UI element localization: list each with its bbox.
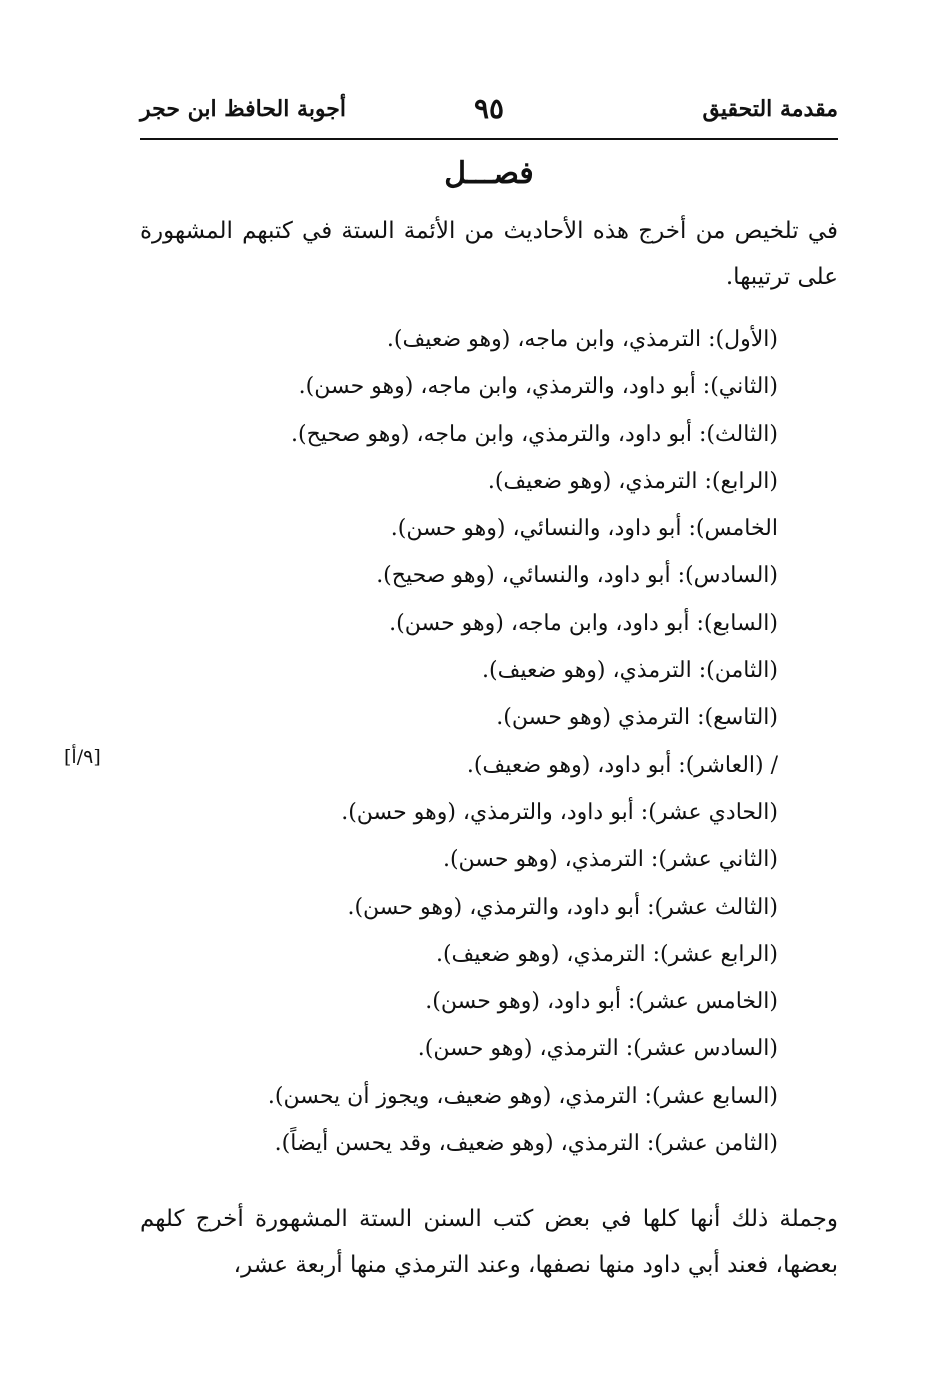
section-title: فصـــل	[444, 156, 534, 191]
list-item: الخامس): أبو داود، والنسائي، (وهو حسن).	[390, 516, 778, 542]
list-item: (الثالث عشر): أبو داود، والترمذي، (وهو حسن).	[347, 894, 778, 920]
page-number: ٩٥	[473, 92, 505, 125]
list-item: (الثامن عشر): الترمذي، (وهو ضعيف، وقد يحسن أيضاً).	[274, 1131, 778, 1157]
closing-paragraph: وجملة ذلك أنها كلها في بعض كتب السنن الستة المشهورة أخرج كلهم بعضها، فعند أبي داود منها نصفها، وعند الترمذي منها أربعة عشر،	[140, 1206, 838, 1278]
hadith-summary-list	[140, 316, 778, 1167]
list-item: (الثاني): أبو داود، والترمذي، وابن ماجه، (وهو حسن).	[298, 374, 778, 400]
list-item: (السادس عشر): الترمذي، (وهو حسن).	[417, 1036, 778, 1062]
list-item: (الثالث): أبو داود، والترمذي، وابن ماجه، (وهو صحيح).	[291, 421, 778, 447]
list-item: (الخامس عشر): أبو داود، (وهو حسن).	[425, 989, 778, 1015]
list-item: (الثامن): الترمذي، (وهو ضعيف).	[482, 658, 778, 684]
list-item: (الرابع): الترمذي، (وهو ضعيف).	[487, 468, 778, 494]
list-item: (الأول): الترمذي، وابن ماجه، (وهو ضعيف).	[386, 327, 778, 352]
header-chapter-title: مقدمة التحقيق	[702, 96, 838, 122]
list-item: (الحادي عشر): أبو داود، والترمذي، (وهو حسن).	[341, 799, 778, 825]
manuscript-folio-marker: [٩/أ]	[64, 746, 101, 768]
list-item: (السابع): أبو داود، وابن ماجه، (وهو حسن).	[389, 610, 778, 636]
list-item: (التاسع): الترمذي (وهو حسن).	[496, 705, 778, 731]
header-book-title: أجوبة الحافظ ابن حجر	[140, 96, 347, 122]
header-divider	[140, 138, 838, 140]
list-item: (الرابع عشر): الترمذي، (وهو ضعيف).	[435, 941, 778, 967]
list-item: (السادس): أبو داود، والنسائي، (وهو صحيح).	[376, 563, 778, 589]
list-item: (السابع عشر): الترمذي، (وهو ضعيف، ويجوز أن يحسن).	[267, 1083, 778, 1109]
running-header	[140, 92, 838, 136]
intro-paragraph: في تلخيص من أخرج هذه الأحاديث من الأئمة الستة في كتبهم المشهورة على ترتيبها.	[140, 218, 838, 290]
list-item: (الثاني عشر): الترمذي، (وهو حسن).	[442, 847, 778, 873]
list-item: / (العاشر): أبو داود، (وهو ضعيف).	[466, 752, 778, 778]
